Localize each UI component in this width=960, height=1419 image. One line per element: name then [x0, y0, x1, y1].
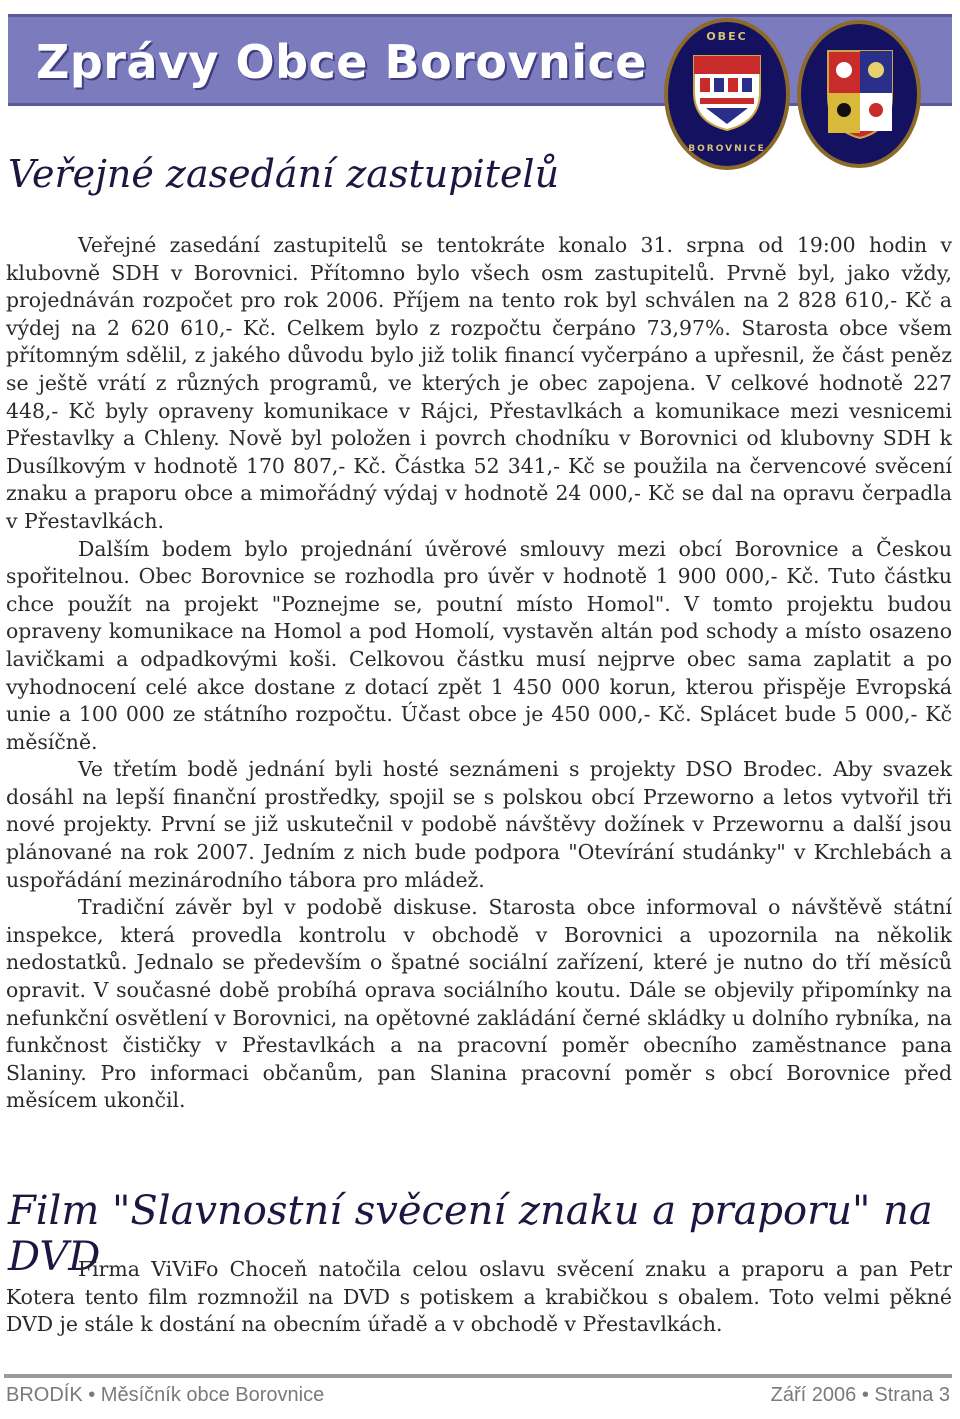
article-heading: Veřejné zasedání zastupitelů	[8, 152, 560, 196]
paragraph: Veřejné zasedání zastupitelů se tentokráte konalo 31. srpna od 19:00 hodin v klubovně SDH v Borovnici. Přítomno bylo všech osm zastupitelů. Prvně byl, jako vždy, projednáván rozpočet pro rok 2006. Příjem na tento rok byl schválen na 2 828 610,- Kč a výdej na 2 620 610,- Kč. Celkem bylo z rozpočtu čerpáno 73,97%. Starosta obce všem přítomným sdělil, z jakého důvodu bylo již tolik financí vyčerpáno a upřesnil, že část peněz se ještě vrátí z různých programů, ve kterých je obec zapojena. V celkové hodnotě 227 448,- Kč byly opraveny komunikace v Rájci, Přestavlkách a komunikace mezi vesnicemi Přestavlky a Chleny. Nově byl položen i povrch chodníku v Borovnici od klubovny SDH k Dusílkovým v hodnotě 170 807,- Kč. Částka 52 341,- Kč se použila na červencové svěcení znaku a praporu obce a mimořádný výdaj v hodnotě 24 000,- Kč se dal na opravu čerpadla v Přestavlkách.	[6, 233, 952, 533]
footer-publication: BRODÍK • Měsíčník obce Borovnice	[6, 1384, 325, 1406]
paragraph: Ve třetím bodě jednání byli hosté seznámeni s projekty DSO Brodec. Aby svazek dosáhl na lepší finanční prostředky, spojil se s polskou obcí Przeworno a letos vytvořil tři nové projekty. První se již uskutečnil v podobě návštěvy dožínek v Przewornu a další jsou plánované na rok 2007. Jedním z nich bude podpora "Otevírání studánky" v Krchlebách a uspořádání mezinárodního tábora pro mládež.	[6, 757, 952, 892]
article-body	[6, 232, 952, 1115]
paragraph: Dalším bodem bylo projednání úvěrové smlouvy mezi obcí Borovnice a Českou spořitelnou. Obec Borovnice se rozhodla pro úvěr v hodnotě 1 900 000,- Kč. Tuto částku chce použít na projekt "Poznejme se, poutní místo Homol". V tomto projektu budou opraveny komunikace na Homol a pod Homolí, vystavěn altán pod schody a místo osazeno lavičkami a odpadkovými koši. Celkovou částku musí nejprve obec sama zaplatit a po vyhodnocení celé akce dostane z dotací zpět 1 450 000 korun, kterou přispěje Evropská unie a 100 000 ze státního rozpočtu. Účast obce je 450 000,- Kč. Splácet bude 5 000,- Kč měsíčně.	[6, 536, 952, 754]
masthead-title: Zprávy Obce Borovnice	[36, 35, 647, 89]
footer-divider	[4, 1374, 952, 1378]
region-emblem-badge	[797, 20, 921, 168]
region-coat-of-arms-icon	[825, 48, 895, 140]
paragraph: Tradiční závěr byl v podobě diskuse. Starosta obce informoval o návštěvě státní inspekce, která provedla kontrolu v obchodě v Borovnici a upozornila na několik nedostatků. Jednalo se především o špatné sociální zařízení, které je nutno do tří měsíců opravit. V současné době probíhá oprava sociálního koutu. Dále se objevily připomínky na nefunkční osvětlení v Borovnici, na opětovné zakládání černé skládky u dolního rybníka, na funkčnost čističky v Přestavlkách a na pracovní poměr obecního zaměstnance pana Slaniny. Pro informaci občanům, pan Slanina pracovní poměr s obcí Borovnice před měsícem ukončil.	[6, 895, 952, 1113]
footer-page-info: Září 2006 • Strana 3	[770, 1384, 950, 1406]
article-heading: Film "Slavnostní svěcení znaku a praporu" na DVD	[8, 1188, 933, 1280]
village-emblem-badge	[664, 18, 790, 170]
article-body	[6, 1256, 952, 1339]
emblem-top-text: OBEC	[706, 30, 748, 43]
emblem-bottom-text: BOROVNICE	[688, 144, 766, 154]
village-coat-of-arms-icon	[690, 52, 764, 132]
paragraph: Firma ViViFo Choceň natočila celou oslavu svěcení znaku a praporu a pan Petr Kotera tento film rozmnožil na DVD s potiskem a krabičkou s obalem. Toto velmi pěkné DVD je stále k dostání na obecním úřadě a v obchodě v Přestavlkách.	[6, 1257, 952, 1337]
